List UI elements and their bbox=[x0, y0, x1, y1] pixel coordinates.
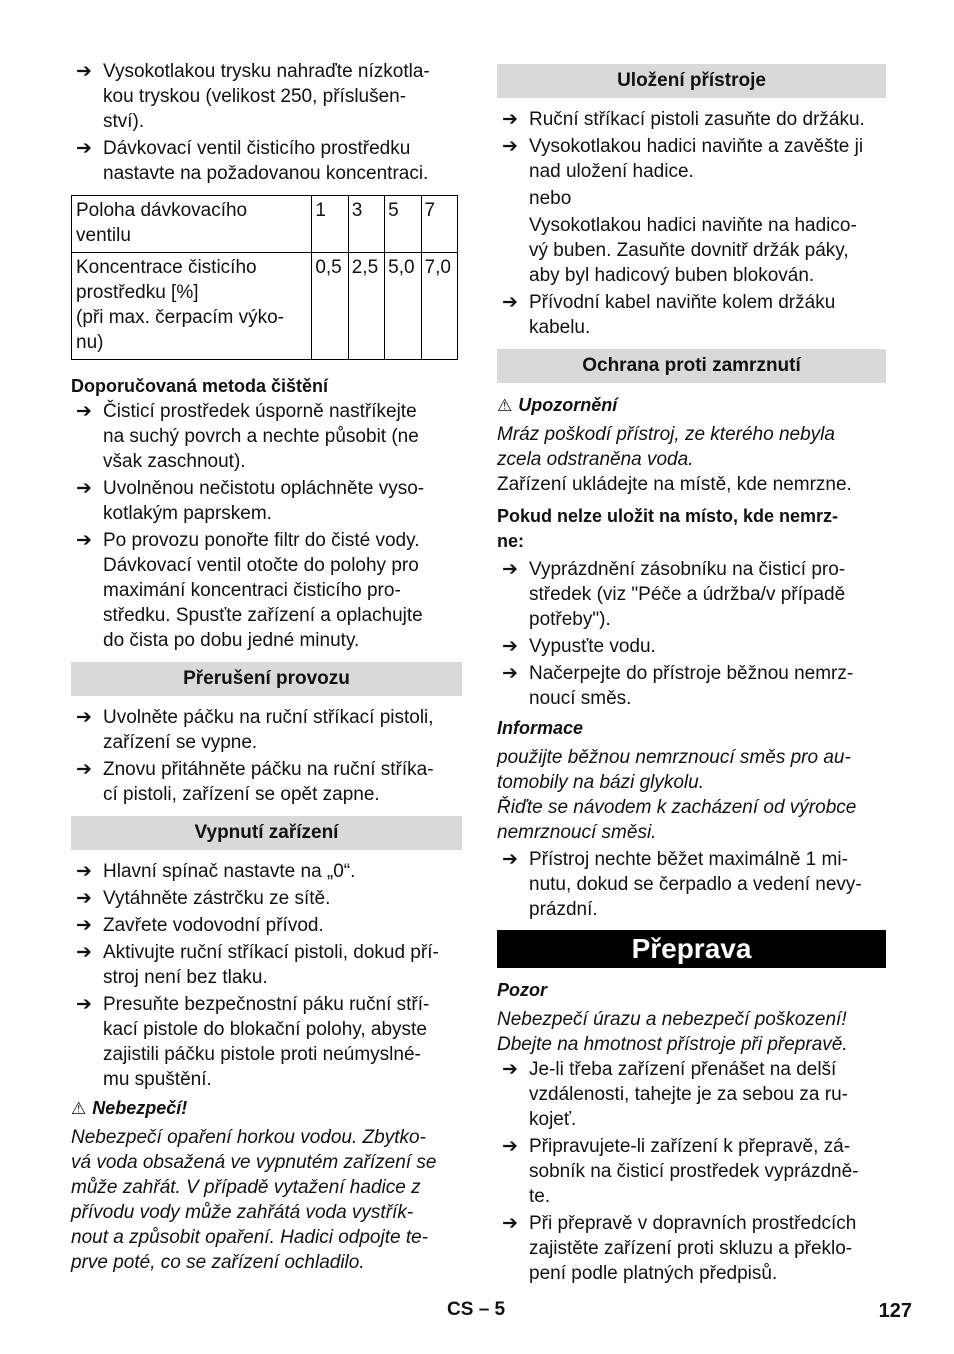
arrow-right-icon: ➔ bbox=[502, 559, 518, 580]
text-line: Zavřete vodovodní přívod. bbox=[103, 915, 324, 936]
list-item bbox=[497, 290, 886, 340]
text-line: Poloha dávkovacího bbox=[76, 200, 248, 221]
table-cell: 5,0 bbox=[385, 253, 421, 360]
table-cell: 1 bbox=[312, 196, 348, 253]
info-text bbox=[497, 745, 886, 845]
text-line: kou tryskou (velikost 250, příslušen- bbox=[103, 86, 407, 107]
list-item bbox=[71, 940, 462, 990]
dosage-table bbox=[71, 195, 458, 360]
storage-list bbox=[497, 107, 886, 132]
text-line: zajistěte zařízení proti skluzu a překlo- bbox=[529, 1238, 853, 1259]
warning-triangle-icon: ⚠ bbox=[71, 1099, 87, 1118]
text-line: zařízení se vypne. bbox=[103, 732, 258, 753]
text-line: Je-li třeba zařízení přenášet na delší bbox=[529, 1059, 837, 1080]
text-line: (při max. čerpacím výko- bbox=[76, 307, 284, 328]
text-line: Nebezpečí úrazu a nebezpečí poškození! bbox=[497, 1009, 847, 1030]
list-item bbox=[497, 634, 886, 659]
text-line: kojeť. bbox=[529, 1109, 577, 1130]
storage-list bbox=[497, 134, 886, 184]
text-line: nastavte na požadovanou koncentraci. bbox=[103, 163, 429, 184]
storage-alt bbox=[497, 213, 886, 288]
text-line: nu) bbox=[76, 332, 104, 353]
table-cell-label bbox=[72, 196, 312, 253]
list-item bbox=[497, 107, 886, 132]
danger-text bbox=[71, 1125, 462, 1275]
storage-list bbox=[497, 290, 886, 340]
text-line: Dávkovací ventil čisticího prostředku bbox=[103, 138, 411, 159]
list-item bbox=[71, 913, 462, 938]
text-line: Znovu přitáhněte páčku na ruční stříka- bbox=[103, 759, 434, 780]
text-line: Mráz poškodí přístroj, ze kterého nebyla bbox=[497, 424, 835, 445]
text-line: Vyprázdnění zásobníku na čisticí pro- bbox=[529, 559, 846, 580]
list-item bbox=[497, 1134, 886, 1209]
text-line: může zahřát. V případě vytažení hadice z bbox=[71, 1177, 421, 1198]
text-line: Přívodní kabel naviňte kolem držáku bbox=[529, 292, 836, 313]
section-heading-interrupt: Přerušení provozu bbox=[71, 662, 462, 696]
text-line: na suchý povrch a nechte působit (ne bbox=[103, 426, 419, 447]
text-line: te. bbox=[529, 1186, 551, 1207]
text-line: Vysokotlakou trysku nahraďte nízkotla- bbox=[103, 61, 430, 82]
list-item bbox=[497, 847, 886, 922]
text-line: kací pistole do blokační polohy, abyste bbox=[103, 1019, 427, 1040]
text-line: nad uložení hadice. bbox=[529, 161, 694, 182]
text-line: Po provozu ponořte filtr do čisté vody. bbox=[103, 530, 420, 551]
arrow-right-icon: ➔ bbox=[76, 915, 92, 936]
text-line: Vysokotlakou hadici naviňte a zavěšte ji bbox=[529, 136, 864, 157]
text-line: Přístroj nechte běžet maximálně 1 mi- bbox=[529, 849, 848, 870]
list-item bbox=[71, 399, 462, 474]
arrow-right-icon: ➔ bbox=[76, 401, 92, 422]
arrow-right-icon: ➔ bbox=[502, 663, 518, 684]
section-heading-frost: Ochrana proti zamrznutí bbox=[497, 349, 886, 383]
text-line: prázdní. bbox=[529, 899, 598, 920]
arrow-right-icon: ➔ bbox=[502, 849, 518, 870]
text-line: pení podle platných předpisů. bbox=[529, 1263, 778, 1284]
table-cell: 7 bbox=[421, 196, 457, 253]
text-line: Pokud nelze uložit na místo, kde nemrz- bbox=[497, 506, 839, 526]
recommended-heading: Doporučovaná metoda čištění bbox=[71, 376, 329, 396]
text-line: kotlakým paprskem. bbox=[103, 503, 272, 524]
table-cell: 0,5 bbox=[312, 253, 348, 360]
text-line: Hlavní spínač nastavte na „0“. bbox=[103, 861, 356, 882]
table-cell: 5 bbox=[385, 196, 421, 253]
page-number: 127 bbox=[878, 1300, 912, 1322]
shutdown-list bbox=[71, 859, 462, 1092]
text-line: maximání koncentraci čisticího pro- bbox=[103, 580, 401, 601]
warning-heading: ⚠ Upozornění bbox=[497, 395, 618, 415]
arrow-right-icon: ➔ bbox=[502, 1213, 518, 1234]
text-line: vá voda obsažená ve vypnutém zařízení se bbox=[71, 1152, 437, 1173]
text-line: sobník na čisticí prostředek vyprázdně- bbox=[529, 1161, 859, 1182]
text-line: cí pistoli, zařízení se opět zapne. bbox=[103, 784, 380, 805]
caution-heading: Pozor bbox=[497, 980, 548, 1000]
table-row bbox=[72, 196, 458, 253]
storage-or: nebo bbox=[529, 188, 572, 209]
text-line: Čisticí prostředek úsporně nastříkejte bbox=[103, 401, 417, 422]
list-item bbox=[71, 757, 462, 807]
text-line: použijte běžnou nemrznoucí směs pro au- bbox=[497, 747, 851, 768]
table-cell: 3 bbox=[348, 196, 384, 253]
arrow-right-icon: ➔ bbox=[502, 1136, 518, 1157]
arrow-right-icon: ➔ bbox=[502, 109, 518, 130]
arrow-right-icon: ➔ bbox=[502, 636, 518, 657]
table-cell-label bbox=[72, 253, 312, 360]
arrow-right-icon: ➔ bbox=[76, 888, 92, 909]
text-line: středek (viz "Péče a údržba/v případě bbox=[529, 584, 846, 605]
text-line: mu spuštění. bbox=[103, 1069, 212, 1090]
arrow-right-icon: ➔ bbox=[502, 1059, 518, 1080]
recommended-list bbox=[71, 399, 462, 653]
text-line: prve poté, co se zařízení ochladilo. bbox=[71, 1252, 365, 1273]
text-line: nout a způsobit opaření. Hadici odpojte te- bbox=[71, 1227, 429, 1248]
cannot-store-list bbox=[497, 557, 886, 711]
table-cell: 2,5 bbox=[348, 253, 384, 360]
section-heading-shutdown: Vypnutí zařízení bbox=[71, 816, 462, 850]
text-line: prostředku [%] bbox=[76, 282, 199, 303]
text-line: Vysokotlakou hadici naviňte na hadico- bbox=[529, 215, 857, 236]
interrupt-list bbox=[71, 705, 462, 807]
arrow-right-icon: ➔ bbox=[76, 138, 92, 159]
arrow-right-icon: ➔ bbox=[502, 292, 518, 313]
table-cell: 7,0 bbox=[421, 253, 457, 360]
arrow-right-icon: ➔ bbox=[76, 61, 92, 82]
arrow-right-icon: ➔ bbox=[76, 942, 92, 963]
arrow-right-icon: ➔ bbox=[76, 861, 92, 882]
list-item bbox=[71, 136, 462, 186]
intro-list bbox=[71, 59, 462, 186]
section-heading-transport: Přeprava bbox=[497, 930, 886, 968]
cannot-store-heading bbox=[497, 504, 886, 554]
text-line: vzdálenosti, tahejte je za sebou za ru- bbox=[529, 1084, 848, 1105]
section-heading-storage: Uložení přístroje bbox=[497, 64, 886, 98]
text-line: Uvolněnou nečistotu opláchněte vyso- bbox=[103, 478, 425, 499]
text-line: Vypusťte vodu. bbox=[529, 636, 656, 657]
caution-text bbox=[497, 1007, 886, 1057]
info-list bbox=[497, 847, 886, 922]
list-item bbox=[71, 59, 462, 134]
text-line: Ruční stříkací pistoli zasuňte do držáku. bbox=[529, 109, 865, 130]
info-heading: Informace bbox=[497, 718, 584, 738]
text-line: noucí směs. bbox=[529, 688, 632, 709]
text-line: Nebezpečí opaření horkou vodou. Zbytko- bbox=[71, 1127, 426, 1148]
arrow-right-icon: ➔ bbox=[76, 707, 92, 728]
text-line: potřeby"). bbox=[529, 609, 611, 630]
list-item bbox=[71, 528, 462, 653]
list-item bbox=[71, 476, 462, 526]
arrow-right-icon: ➔ bbox=[76, 530, 92, 551]
list-item bbox=[497, 557, 886, 632]
text-line: přívodu vody může zahřátá voda vystřík- bbox=[71, 1202, 414, 1223]
text-line: Při přepravě v dopravních prostředcích bbox=[529, 1213, 857, 1234]
list-item bbox=[71, 705, 462, 755]
text-line: do čista po dobu jedné minuty. bbox=[103, 630, 360, 651]
frost-plain-text: Zařízení ukládejte na místě, kde nemrzne. bbox=[497, 474, 852, 495]
list-item bbox=[497, 1211, 886, 1286]
text-line: ventilu bbox=[76, 225, 131, 246]
text-line: Dbejte na hmotnost přístroje při přepravě. bbox=[497, 1034, 848, 1055]
transport-list bbox=[497, 1057, 886, 1286]
text-line: vý buben. Zasuňte dovnitř držák páky, bbox=[529, 240, 849, 261]
list-item bbox=[497, 661, 886, 711]
arrow-right-icon: ➔ bbox=[76, 478, 92, 499]
text-line: Aktivujte ruční stříkací pistoli, dokud pří- bbox=[103, 942, 439, 963]
text-line: Presuňte bezpečnostní páku ruční stří- bbox=[103, 994, 430, 1015]
list-item bbox=[71, 859, 462, 884]
text-line: Koncentrace čisticího bbox=[76, 257, 257, 278]
arrow-right-icon: ➔ bbox=[502, 136, 518, 157]
text-line: ství). bbox=[103, 111, 145, 132]
table-row bbox=[72, 253, 458, 360]
list-item bbox=[497, 134, 886, 184]
text-line: středku. Spusťte zařízení a oplachujte bbox=[103, 605, 423, 626]
text-line: aby byl hadicový buben blokován. bbox=[529, 265, 815, 286]
text-line: nutu, dokud se čerpadlo a vedení nevy- bbox=[529, 874, 862, 895]
text-line: Připravujete-li zařízení k přepravě, zá- bbox=[529, 1136, 851, 1157]
danger-heading: ⚠ Nebezpečí! bbox=[71, 1098, 188, 1118]
right-column bbox=[497, 0, 886, 1286]
text-line: nemrznoucí směsi. bbox=[497, 822, 657, 843]
warning-text bbox=[497, 422, 886, 472]
left-column bbox=[71, 0, 462, 1275]
text-line: ne: bbox=[497, 531, 524, 551]
text-line: kabelu. bbox=[529, 317, 591, 338]
text-line: tomobily na bázi glykolu. bbox=[497, 772, 704, 793]
text-line: stroj není bez tlaku. bbox=[103, 967, 268, 988]
arrow-right-icon: ➔ bbox=[76, 759, 92, 780]
text-line: však zaschnout). bbox=[103, 451, 246, 472]
text-line: Načerpejte do přístroje běžnou nemrz- bbox=[529, 663, 854, 684]
list-item bbox=[497, 1057, 886, 1132]
text-line: Uvolněte páčku na ruční stříkací pistoli, bbox=[103, 707, 434, 728]
text-line: Dávkovací ventil otočte do polohy pro bbox=[103, 555, 419, 576]
text-line: Vytáhněte zástrčku ze sítě. bbox=[103, 888, 331, 909]
text-line: Řiďte se návodem k zacházení od výrobce bbox=[497, 797, 857, 818]
footer-section-label: CS – 5 bbox=[447, 1299, 506, 1320]
text-line: zcela odstraněna voda. bbox=[497, 449, 694, 470]
list-item bbox=[71, 992, 462, 1092]
warning-triangle-icon: ⚠ bbox=[497, 396, 513, 415]
arrow-right-icon: ➔ bbox=[76, 994, 92, 1015]
list-item bbox=[71, 886, 462, 911]
text-line: zajistili páčku pistole proti neúmyslné- bbox=[103, 1044, 421, 1065]
